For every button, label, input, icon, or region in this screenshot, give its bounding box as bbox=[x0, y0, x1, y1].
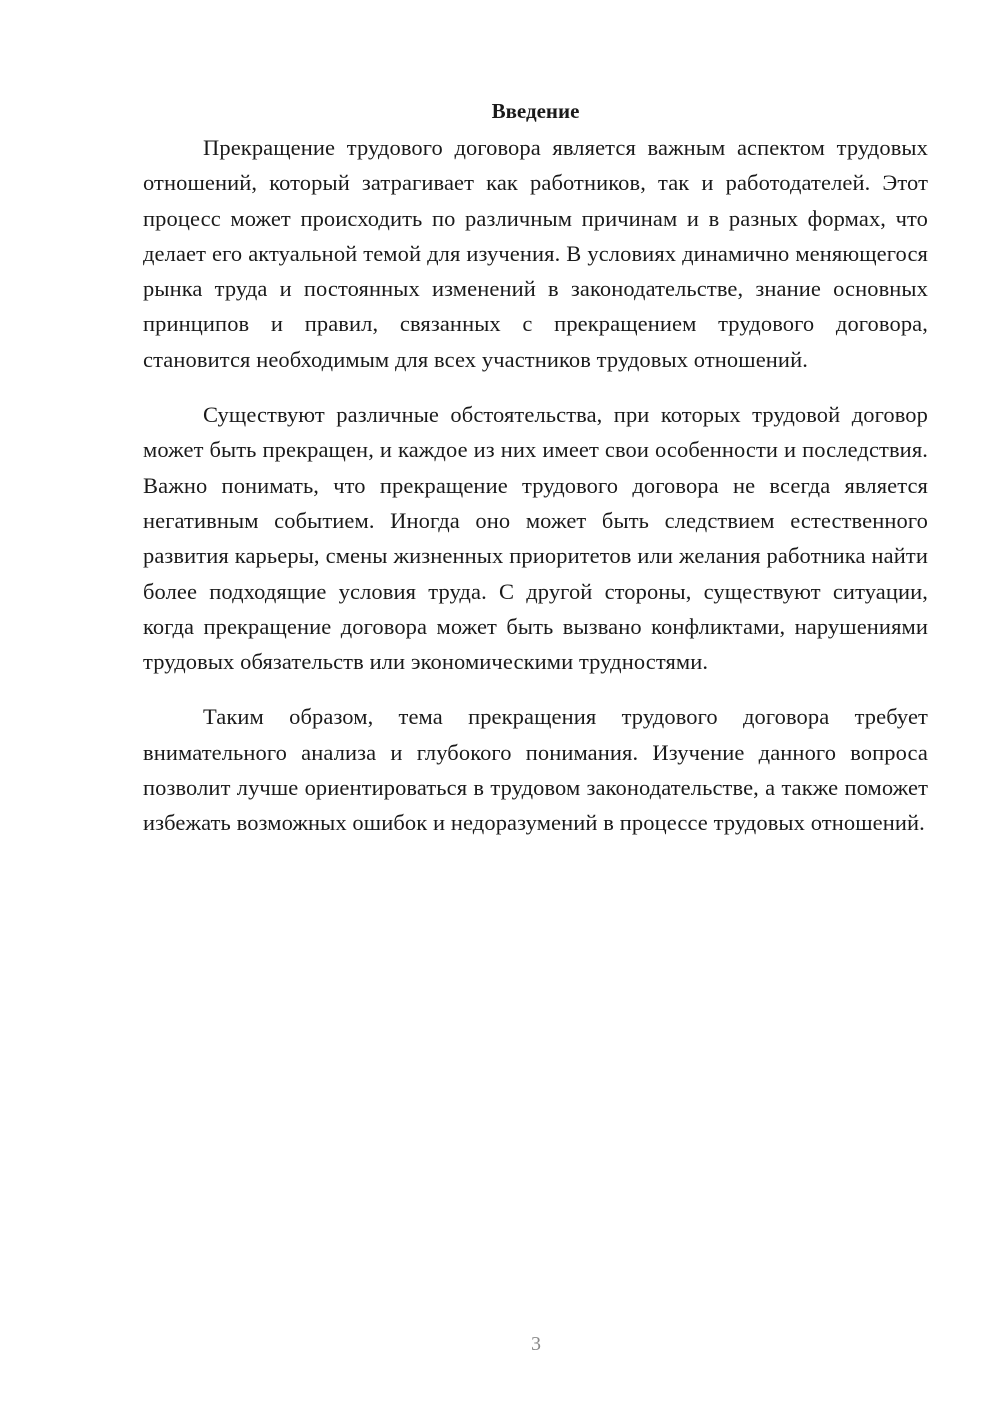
paragraph-3: Таким образом, тема прекращения трудового договора требует внимательного анализа и глубокого понимания. Изучение данного вопроса позволит лучше ориентироваться в трудовом законодательстве, а также поможет избежать возможных ошибок и недоразумений в процессе трудовых отношений. bbox=[143, 704, 928, 836]
section-heading: Введение bbox=[491, 99, 580, 123]
paragraph-2: Существуют различные обстоятельства, при которых трудовой договор может быть прекращен, и каждое из них имеет свои особенности и последствия. Важно понимать, что прекращение трудового договора не всегда является негативным событием. Иногда оно может быть следствием естественного развития карьеры, смены жизненных приоритетов или желания работника найти более подходящие условия труда. С другой стороны, существуют ситуации, когда прекращение договора может быть вызвано конфликтами, нарушениями трудовых обязательств или экономическими трудностями. bbox=[143, 402, 928, 675]
page-number: 3 bbox=[531, 1333, 541, 1355]
paragraph-1: Прекращение трудового договора является важным аспектом трудовых отношений, который затрагивает как работников, так и работодателей. Этот процесс может происходить по различным причинам и в разных формах, что делает его актуальной темой для изучения. В условиях динамично меняющегося рынка труда и постоянных изменений в законодательстве, знание основных принципов и правил, связанных с прекращением трудового договора, становится необходимым для всех участников трудовых отношений. bbox=[143, 135, 928, 372]
page-content bbox=[143, 96, 928, 861]
